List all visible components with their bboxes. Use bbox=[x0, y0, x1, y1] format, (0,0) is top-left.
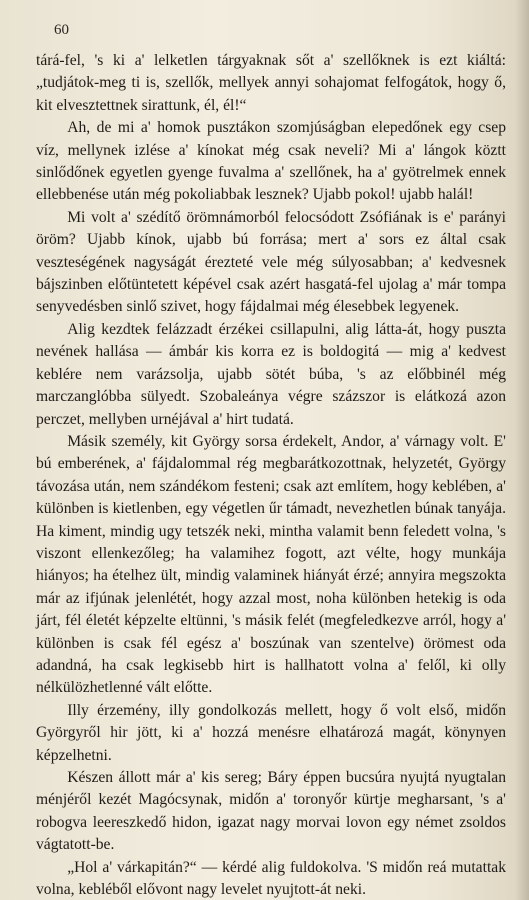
paragraph: Másik személy, kit György sorsa érdekelt, Andor, a' várnagy volt. E' bú emberének, a' fájdalommal rég megbarátkozottnak, helyzetét, György távozása után, nem szándékom festeni; csak azt említem, hogy keblében, a' különben is kietlenben, egy végetlen űr támadt, nevezhetlen búnak tanyája. Ha kiment, mindig ugy tetszék neki, mintha valamit benn feledett volna, 's viszont ellenkezőleg; ha valamihez fogott, azt vélte, hogy munkája hiányos; ha ételhez ült, mindig valaminek hiányát érzé; annyira megszokta már az ifjúnak jelenlétét, hogy azzal most, noha különben hetekig is oda járt, fél életét képzelte eltünni, 's másik felét (megfeledkezve arról, hogy a' különben is csak fél egész a' boszúnak van szentelve) örömest oda adandná, ha csak legkisebb hirt is hallhatott volna a' felől, ki olly nélkülözhetlenné vált előtte. bbox=[36, 432, 506, 697]
page-number: 60 bbox=[54, 22, 69, 38]
paragraph: Alig kezdtek felázzadt érzékei csillapulni, alig látta-át, hogy puszta nevének hallása — ámbár kis korra ez is boldogitá — mig a' kedvest keblére nem varázsolja, ujabb sötét búba, 's az előbbinél még marczanglóbba sülyedt. Szobaleánya végre százszor is elátkozá azon perczet, mellyben urnéjával a' hirt tudatá. bbox=[36, 320, 506, 428]
paragraph: Illy érzemény, illy gondolkozás mellett, hogy ő volt első, midőn Györgyről hir jött, ki a' hozzá menésre elhatározá magát, könynyen képzelhetni. bbox=[36, 701, 506, 764]
paragraph: „Hol a' várkapitán?“ — kérdé alig fuldokolva. 'S midőn reá mutattak volna, kebléből elővont nagy levelet nyujtott-át neki. bbox=[36, 858, 506, 899]
paragraph: Ah, de mi a' homok pusztákon szomjúságban elepedőnek egy csep víz, mellynek izlése a' kínokat még csak neveli? Mi a' lángok köztt sinlődőnek egyetlen gyenge fuvalma a' szellőnek, ha a' gyötrelmek ennek ellebbenése után még pokoliabbak lesznek? Ujabb pokol! ujabb halál! bbox=[36, 119, 506, 204]
page-text bbox=[36, 50, 506, 900]
paragraph: Mi volt a' szédítő örömnámorból felocsódott Zsófiának is e' parányi öröm? Ujabb kínok, ujabb bú forrása; mert a' sors ez által csak veszteségének nagyságát érezteté vele még súlyosabban; a' kedvesnek bájszinben előtüntetett képével csak azért hasgatá-fel ujolag a' már tompa senyvedésben sinlő szivet, hogy fájdalmai még élesebbek legyenek. bbox=[36, 208, 506, 316]
paragraph: tárá-fel, 's ki a' lelketlen tárgyaknak sőt a' szellőknek is ezt kiáltá: „tudjátok-meg ti is, szellők, mellyek annyi sohajomat felfogátok, hogy ő, kit elvesztettnek sirattunk, él, él!“ bbox=[36, 52, 506, 114]
paragraph: Készen állott már a' kis sereg; Báry éppen bucsúra nyujtá nyugtalan ménjéről kezét Magócsynak, midőn a' toronyőr kürtje megharsant, 's a' robogva leereszkedő hidon, igazat nagy morvai lovon egy német zsoldos vágtatott-be. bbox=[36, 769, 506, 854]
